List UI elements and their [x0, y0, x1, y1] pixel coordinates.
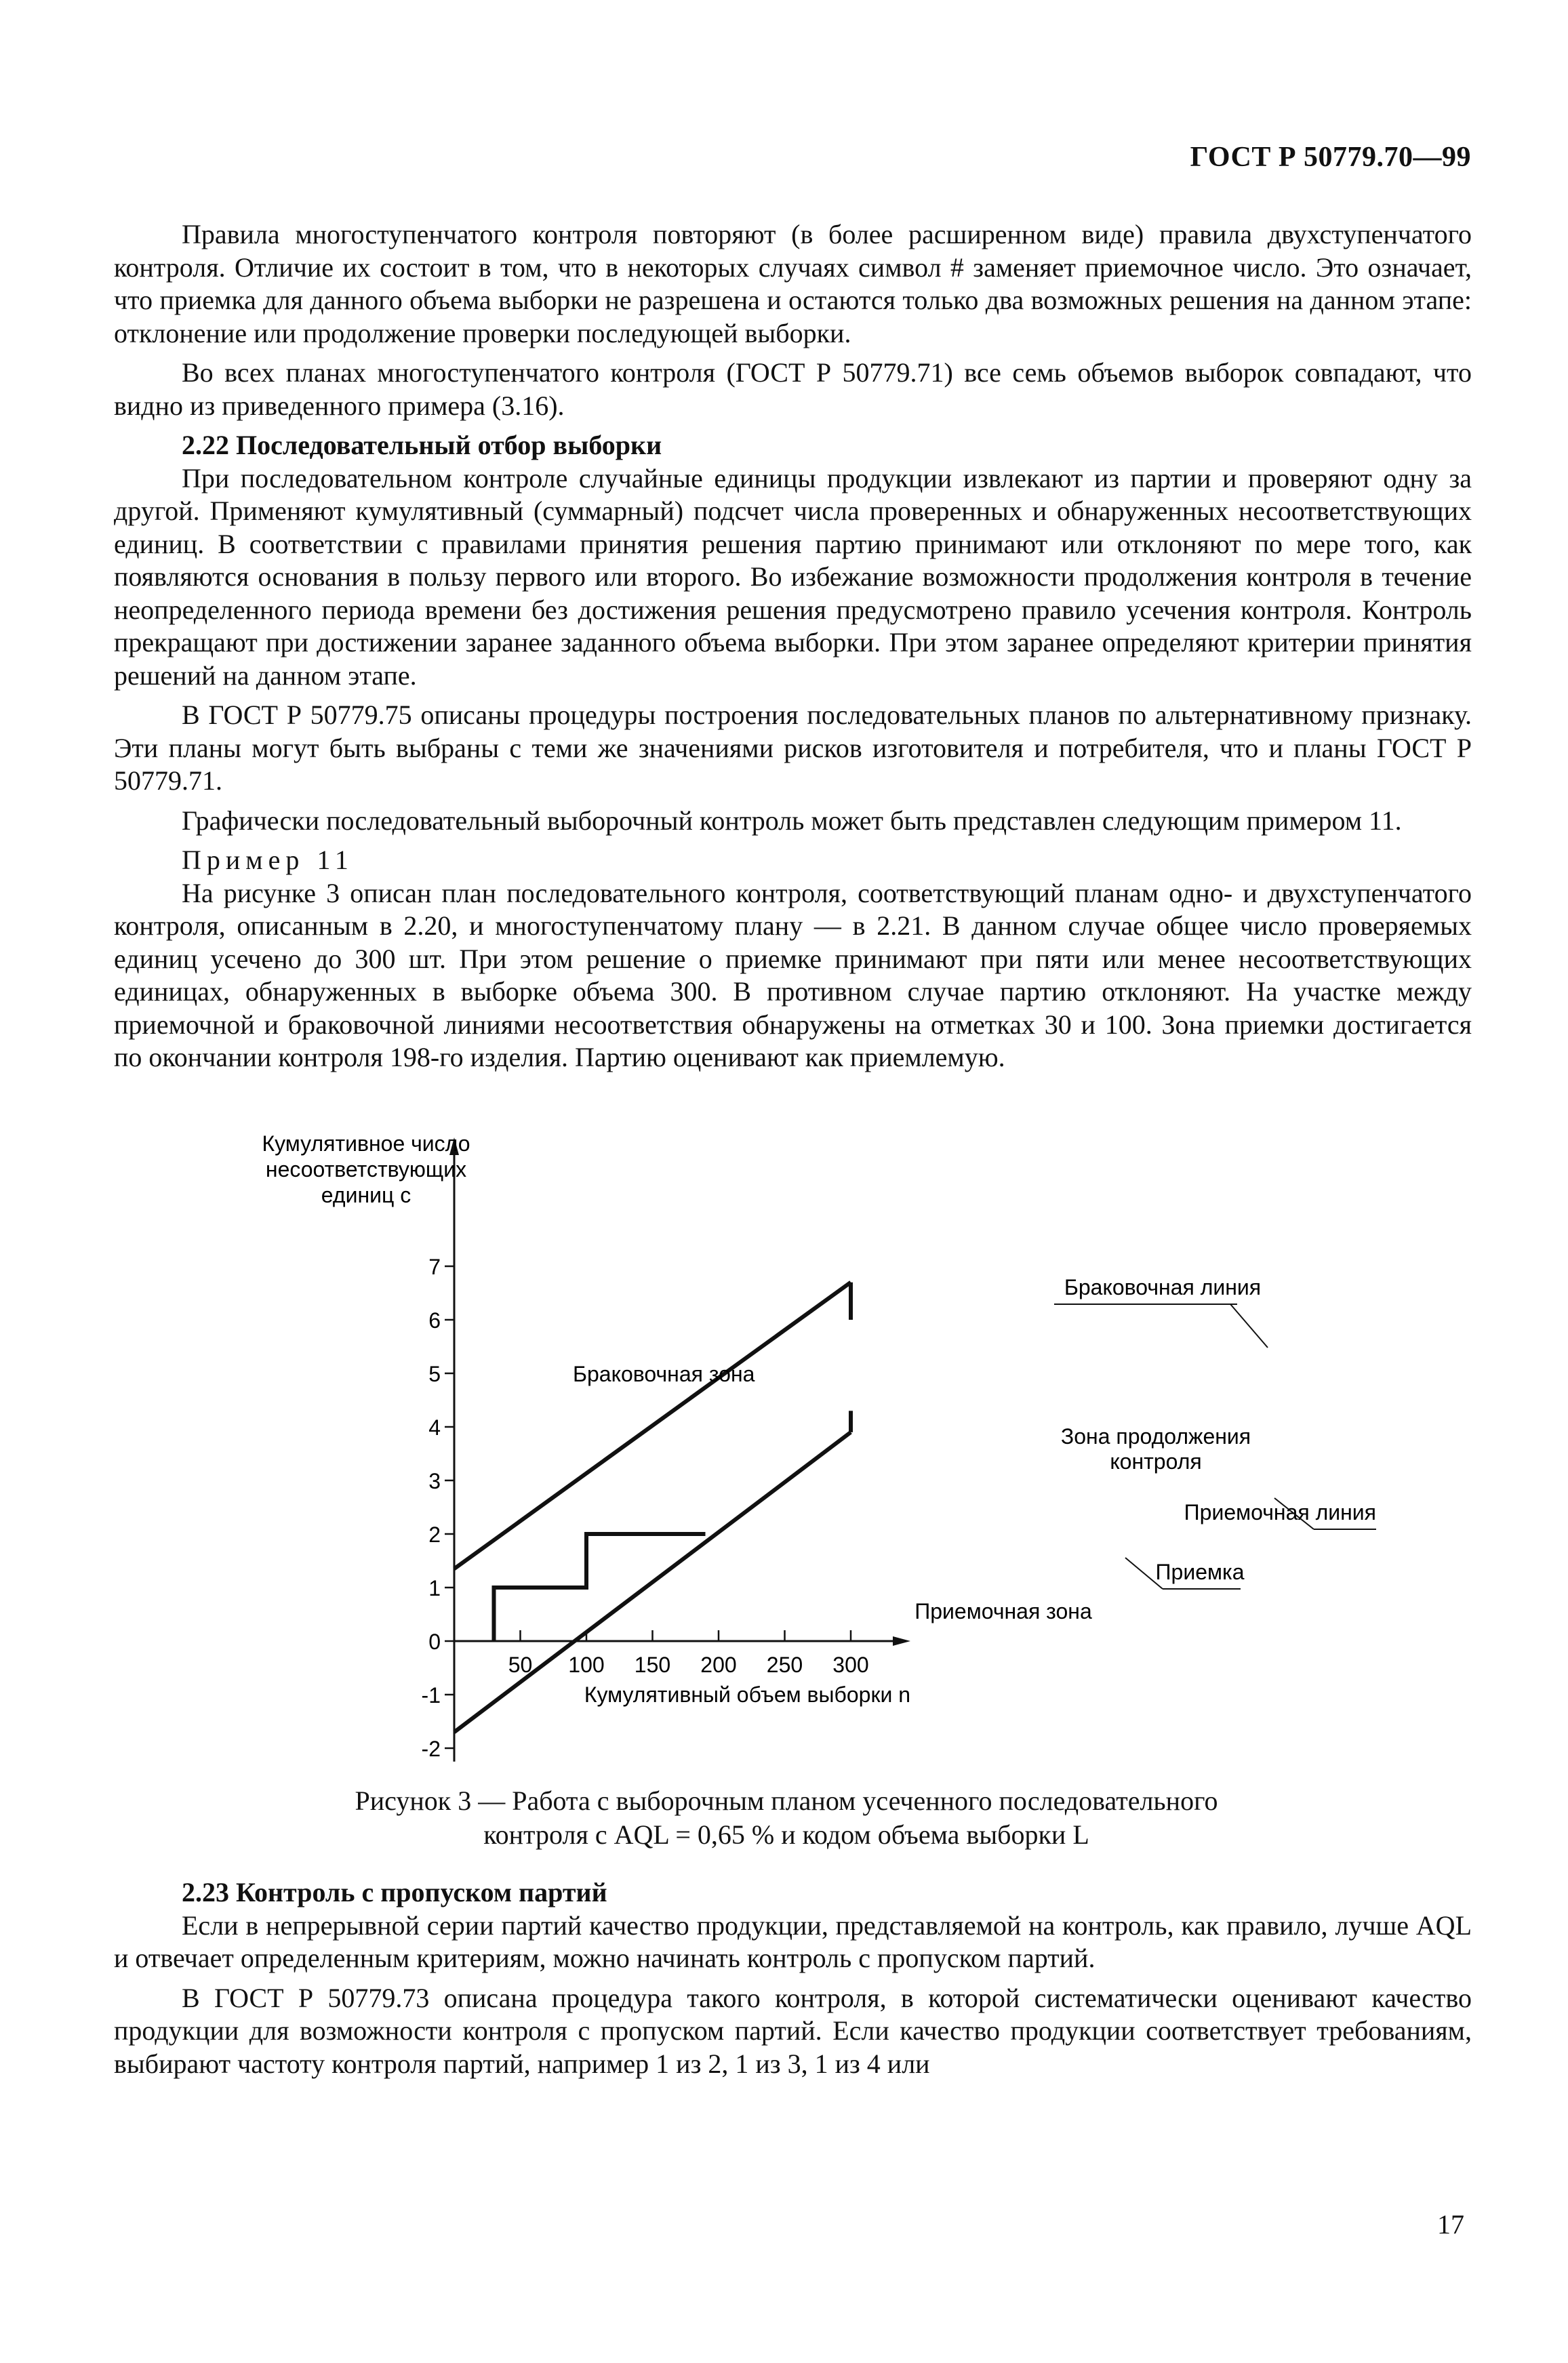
- x-tick-label: 250: [766, 1653, 803, 1677]
- page-number: 17: [1437, 2209, 1464, 2240]
- caption-line: контроля с AQL = 0,65 % и кодом объема выборки L: [483, 1819, 1089, 1850]
- x-tick-label: 300: [832, 1653, 869, 1677]
- section-heading-2-23: 2.23 Контроль с пропуском партий: [182, 1877, 607, 1907]
- y-tick-label: -2: [421, 1737, 441, 1761]
- y-tick-label: 1: [428, 1576, 441, 1600]
- acceptance-step: [494, 1534, 706, 1641]
- example-paragraph: На рисунке 3 описан план последовательного контроля, соответствующий планам одно- и двухступенчатого контроля, описанным в 2.20, и многоступенчатому плану — в 2.21. В данном случае общее число проверяемых единиц усечено до 300 шт. При этом решение о приемке принимают при пяти или менее несоответствующих единицах, обнаруженных в выборке объема 300. В противном случае партию отклоняют. На участке между приемочной и браковочной линиями несоответствия обнаружены на отметках 30 и 100. Зона приемки достигается по окончании контроля 198-го изделия. Партию оценивают как приемлемую.: [114, 877, 1472, 1072]
- paragraph: Правила многоступенчатого контроля повторяют (в более расширенном виде) правила двухступенчатого контроля. Отличие их состоит в том, что в некоторых случаях символ # заменяет приемочное число. Это означает, что приемка для данного объема выборки не разрешена и остаются только два возможных решения на данном этапе: отклонение или продолжение проверки последующей выборки.: [114, 219, 1472, 348]
- caption-line: Рисунок 3 — Работа с выборочным планом усеченного последовательного: [355, 1785, 1218, 1816]
- y-axis-title: единиц c: [321, 1183, 411, 1207]
- leader-reject-line: [1230, 1304, 1268, 1348]
- figure-caption: [271, 1784, 1302, 1852]
- x-tick-label: 100: [568, 1653, 605, 1677]
- y-axis-title: несоответствующих: [265, 1157, 467, 1182]
- reject-line: [454, 1283, 851, 1569]
- x-tick-label: 150: [634, 1653, 671, 1677]
- label-reject-zone: Браковочная зона: [573, 1362, 755, 1386]
- example-label: Пример 11: [182, 845, 354, 875]
- y-tick-label: 4: [428, 1415, 441, 1440]
- paragraph: Графически последовательный выборочный контроль может быть представлен следующим примером 11.: [182, 805, 1402, 836]
- y-tick-label: 2: [428, 1522, 441, 1547]
- paragraph: При последовательном контроле случайные единицы продукции извлекают из партии и проверяют одну за другой. Применяют кумулятивный (суммарный) подсчет числа проверенных и обнаруженных несоответствующих единиц. В соответствии с правилами принятия решения партию принимают или отклоняют по мере того, как появляются основания в пользу первого или второго. Во избежание возможности продолжения контроля в течение неопределенного периода времени без достижения решения предусмотрено правило усечения контроля. Контроль прекращают при достижении заранее заданного объема выборки. При этом заранее определяют критерии принятия решений на данном этапе.: [114, 462, 1472, 691]
- paragraph: Во всех планах многоступенчатого контроля (ГОСТ Р 50779.71) все семь объемов выборок совпадают, что видно из приведенного примера (3.16).: [114, 357, 1472, 421]
- y-tick-label: 0: [428, 1630, 441, 1654]
- label-accept-line: Приемочная линия: [1184, 1500, 1376, 1524]
- section-heading-2-22: 2.22 Последовательный отбор выборки: [182, 430, 662, 460]
- y-tick-label: 6: [428, 1308, 441, 1333]
- page-header-standard: ГОСТ Р 50779.70—99: [1190, 142, 1471, 173]
- y-tick-label: 5: [428, 1362, 441, 1386]
- paragraph: В ГОСТ Р 50779.73 описана процедура такого контроля, в которой систематически оценивают качество продукции для возможности контроля с пропуском партий. Если качество продукции соответствует требованиям, выбирают частоту контроля партий, например 1 из 2, 1 из 3, 1 из 4 или: [114, 1982, 1472, 2079]
- label-continue-zone: Зона продолжения: [1060, 1424, 1251, 1449]
- y-tick-label: -1: [421, 1683, 441, 1708]
- x-axis-arrow: [893, 1636, 910, 1646]
- sequential-plan-chart: [262, 1131, 1376, 1761]
- x-axis-title: Кумулятивный объем выборки n: [584, 1682, 910, 1707]
- label-accept-zone: Приемочная зона: [914, 1599, 1092, 1623]
- label-acceptance: Приемка: [1155, 1560, 1245, 1584]
- y-axis-title: Кумулятивное число: [262, 1131, 470, 1156]
- paragraph: Если в непрерывной серии партий качество продукции, представляемой на контроль, как правило, лучше AQL и отвечает определенным критериям, можно начинать контроль с пропуском партий.: [114, 1910, 1472, 1973]
- label-continue-zone: контроля: [1110, 1449, 1202, 1474]
- paragraph: В ГОСТ Р 50779.75 описаны процедуры построения последовательных планов по альтернативному признаку. Эти планы могут быть выбраны с теми же значениями рисков изготовителя и потребителя, что и планы ГОСТ Р 50779.71.: [114, 700, 1472, 796]
- y-tick-label: 7: [428, 1255, 441, 1279]
- label-reject-line: Браковочная линия: [1064, 1275, 1262, 1299]
- text-block-bottom: [114, 1876, 1472, 2087]
- x-tick-label: 200: [700, 1653, 737, 1677]
- text-block-top: [114, 218, 1472, 1081]
- x-tick-label: 50: [508, 1653, 533, 1677]
- figure-3: [262, 1131, 1376, 1761]
- y-tick-label: 3: [428, 1469, 441, 1493]
